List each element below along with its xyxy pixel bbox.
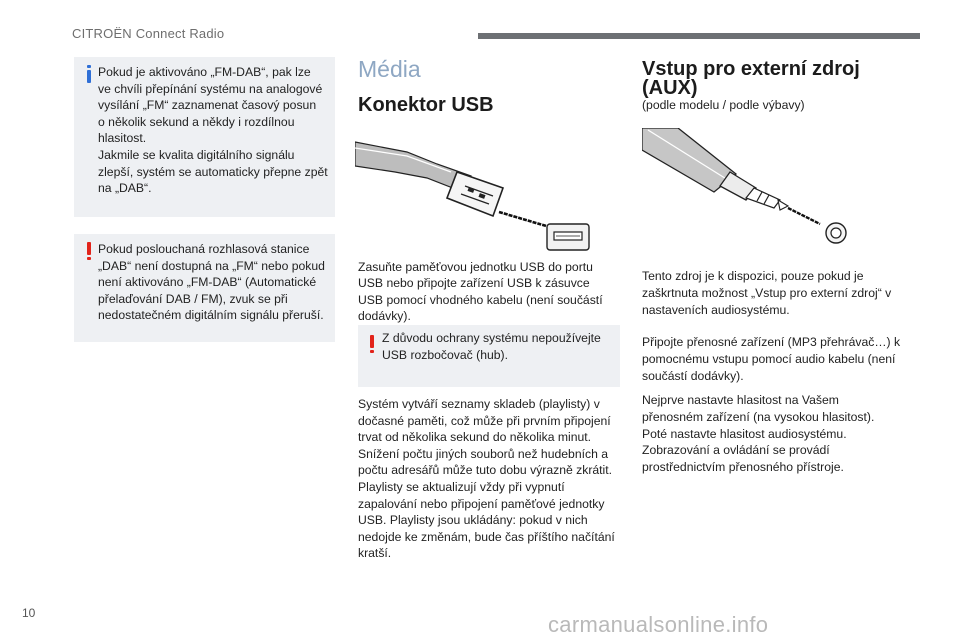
warning-note-text: Pokud poslouchaná rozhlasová stanice „DAB“ není dostupná na „FM“ nebo pokud není aktivováno „FM-DAB“ (Automatické přelaďování DAB / FM), zvuk se při nedostatečném digitálním signálu přeruší. [98, 242, 325, 323]
usb-connector-illustration [355, 128, 595, 253]
header-title: CITROËN Connect Radio [72, 26, 225, 41]
playlist-text: Systém vytváří seznamy skladeb (playlisty) v dočasné paměti, což může při prvním připojení trvat od několika sekund do několika minut. Snížení počtu jiných souborů než hudebních a počtu adresářů může tuto dobu výrazně zkrátit. Playlisty se aktualizují vždy při vypnutí zapalování nebo připojení paměťové jednotky USB. Playlisty jsou ukládány: pokud v nich nedojde ke změnám, bude čas příštího načítání kratší. [358, 397, 615, 561]
watermark: carmanualsonline.info [548, 612, 769, 637]
usb-intro-text: Zasuňte paměťovou jednotku USB do portu USB nebo připojte zařízení USB k zásuvce USB pomocí vhodného kabelu (není součástí dodávky). [358, 260, 603, 324]
info-icon [87, 65, 91, 83]
usb-heading: Konektor USB [358, 94, 494, 116]
aux-paragraph-2: Připojte přenosné zařízení (MP3 přehrávač…) k pomocnému vstupu pomocí audio kabelu (není součástí dodávky). [642, 335, 901, 383]
warning-icon [87, 242, 91, 260]
header-bar [478, 33, 920, 39]
section-title: Média [358, 56, 421, 82]
aux-jack-illustration [642, 128, 862, 253]
aux-paragraph-1: Tento zdroj je k dispozici, pouze pokud je zaškrtnuta možnost „Vstup pro externí zdroj“ v nastaveních audiosystému. [642, 269, 892, 317]
aux-subtitle: (podle modelu / podle výbavy) [642, 98, 805, 112]
aux-paragraph-3: Nejprve nastavte hlasitost na Vašem přenosném zařízení (na vysokou hlasitost). Poté nastavte hlasitost audiosystému. Zobrazování a ovládání se provádí prostřednictvím přenosného přístroje. [642, 393, 875, 475]
aux-heading: Vstup pro externí zdroj (AUX) [642, 58, 860, 99]
info-note-text: Pokud je aktivováno „FM-DAB“, pak lze ve chvíli přepínání systému na analogové vysílání „FM“ zaznamenat časový posun o několik sekund a někdy i rozdílnou hlasitost. Jakmile se kvalita digitálního signálu zlepší, systém se automaticky přepne zpět na „DAB“. [98, 65, 328, 196]
warning-note-box [74, 234, 335, 342]
usb-warning-text: Z důvodu ochrany systému nepoužívejte USB rozbočovač (hub). [382, 331, 601, 362]
page-number: 10 [22, 606, 36, 620]
warning-icon [370, 335, 374, 353]
usb-warning-box [358, 325, 620, 387]
info-note-box [74, 57, 335, 217]
